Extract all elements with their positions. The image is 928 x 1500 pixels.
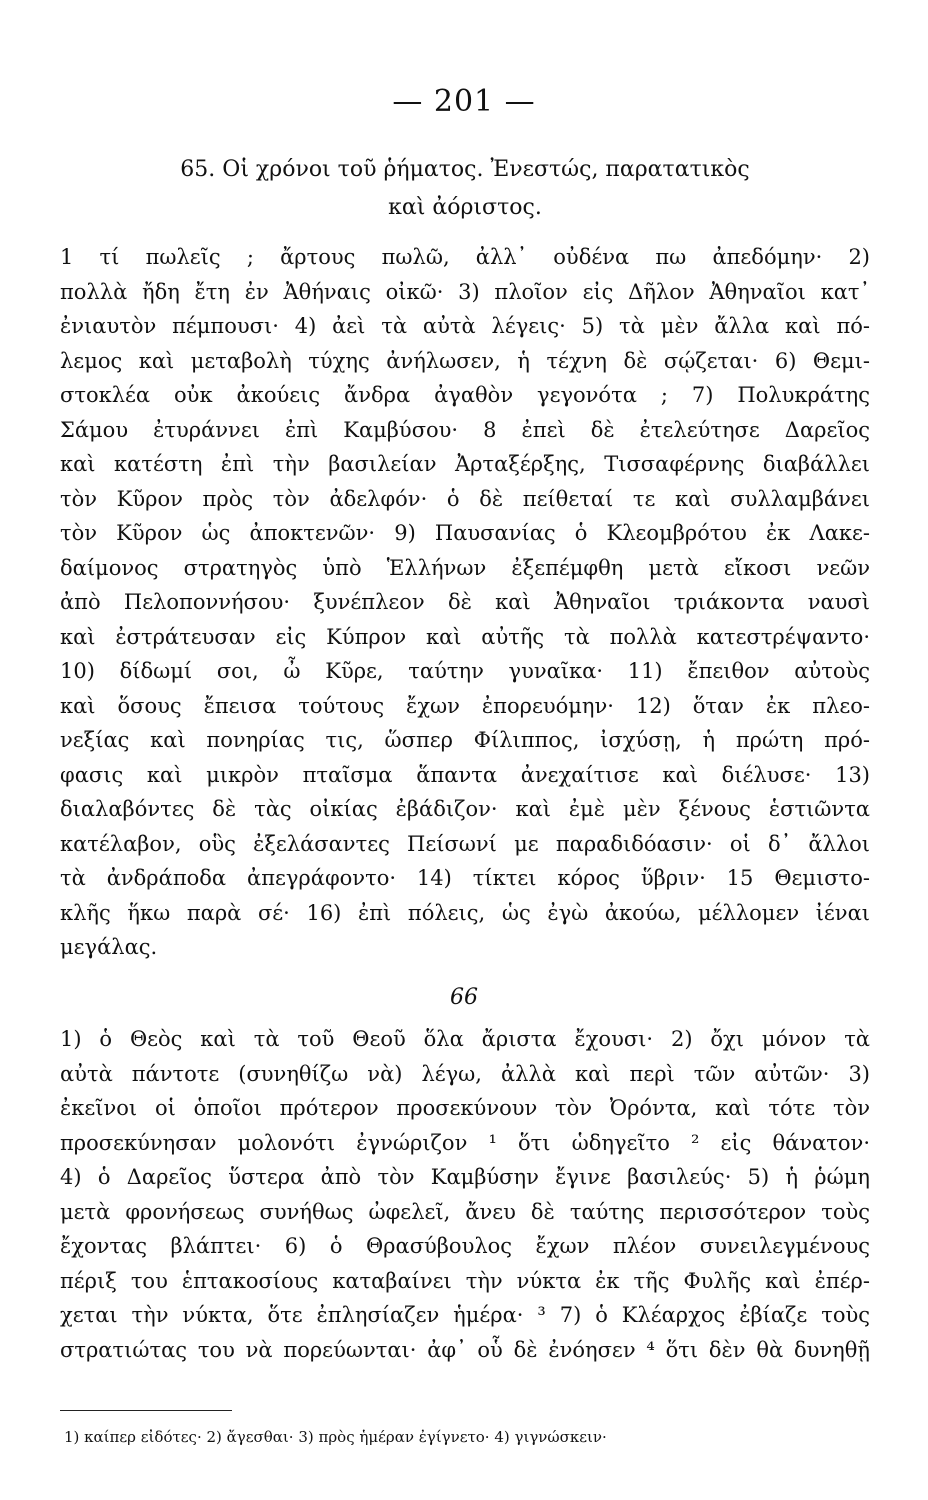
text-line: διαλαβόντες δὲ τὰς οἰκίας ἐβάδιζον· καὶ ἐμὲ μὲν ξένους ἑστιῶντα	[60, 797, 870, 821]
section-65-heading-line1: 65. Οἱ χρόνοι τοῦ ῥήματος. Ἐνεστώς, παρατατικὸς	[180, 157, 750, 182]
text-line: χεται τὴν νύκτα, ὅτε ἐπλησίαζεν ἡμέρα· ³ 7) ὁ Κλέαρχος ἐβίαζε τοὺς	[60, 1303, 870, 1327]
text-line: 4) ὁ Δαρεῖος ὕστερα ἀπὸ τὸν Καμβύσην ἔγινε βασιλεύς· 5) ἡ ῥώμη	[60, 1165, 870, 1189]
text-line: πέριξ του ἑπτακοσίους καταβαίνει τὴν νύκτα ἐκ τῆς Φυλῆς καὶ ἐπέρ-	[60, 1268, 870, 1293]
footnote-divider	[60, 1410, 232, 1411]
text-line: κατέλαβον, οὓς ἐξελάσαντες Πείσωνί με παραδιδόασιν· οἱ δ᾽ ἄλλοι	[60, 831, 870, 856]
section-65-heading-line2: καὶ ἀόριστος.	[388, 195, 542, 220]
text-line: δαίμονος στρατηγὸς ὑπὸ Ἑλλήνων ἐξεπέμφθη μετὰ εἴκοσι νεῶν	[60, 555, 870, 580]
text-line: τὸν Κῦρον πρὸς τὸν ἀδελφόν· ὁ δὲ πείθεταί τε καὶ συλλαμβάνει	[60, 486, 870, 511]
text-line: προσεκύνησαν μολονότι ἐγνώριζον ¹ ὅτι ὡδηγεῖτο ² εἰς θάνατον·	[60, 1130, 870, 1155]
section-65-heading-cont	[60, 188, 870, 228]
page-number: — 201 —	[392, 84, 536, 119]
text-line: πολλὰ ἤδη ἔτη ἐν Ἀθήναις οἰκῶ· 3) πλοῖον εἰς Δῆλον Ἀθηναῖοι κατ᾽	[60, 279, 870, 304]
text-line: μετὰ φρονήσεως συνήθως ὠφελεῖ, ἄνευ δὲ ταύτης περισσότερον τοὺς	[60, 1199, 870, 1224]
text-line: φασις καὶ μικρὸν πταῖσμα ἅπαντα ἀνεχαίτισε καὶ διέλυσε· 13)	[60, 762, 870, 787]
text-line: ἔχοντας βλάπτει· 6) ὁ Θρασύβουλος ἔχων πλέον συνειλεγμένους	[60, 1234, 870, 1258]
text-line: νεξίας καὶ πονηρίας τις, ὥσπερ Φίλιππος, ἰσχύσῃ, ἡ πρώτη πρό-	[60, 728, 870, 752]
section-66-body	[60, 1022, 870, 1367]
section-65-heading	[60, 150, 870, 190]
section-65-body	[60, 240, 870, 965]
text-line: ἐκεῖνοι οἱ ὁποῖοι πρότερον προσεκύνουν τὸν Ὀρόντα, καὶ τότε τὸν	[60, 1096, 870, 1120]
footnotes: 1) καίπερ εἰδότες· 2) ἄγεσθαι· 3) πρὸς ἡμέραν ἐγίγνετο· 4) γιγνώσκειν·	[64, 1428, 607, 1446]
text-line: Σάμου ἐτυράννει ἐπὶ Καμβύσου· 8 ἐπεὶ δὲ ἐτελεύτησε Δαρεῖος	[60, 417, 870, 442]
text-line: 1) ὁ Θεὸς καὶ τὰ τοῦ Θεοῦ ὅλα ἄριστα ἔχουσι· 2) ὄχι μόνον τὰ	[60, 1027, 870, 1051]
text-line: ἀπὸ Πελοποννήσου· ξυνέπλεον δὲ καὶ Ἀθηναῖοι τριάκοντα ναυσὶ	[60, 590, 870, 614]
text-line: καὶ ὅσους ἔπεισα τούτους ἔχων ἐπορευόμην· 12) ὅταν ἐκ πλεο-	[60, 693, 870, 718]
text-line: στοκλέα οὐκ ἀκούεις ἄνδρα ἀγαθὸν γεγονότα ; 7) Πολυκράτης	[60, 383, 870, 407]
text-line: κλῆς ἥκω παρὰ σέ· 16) ἐπὶ πόλεις, ὡς ἐγὼ ἀκούω, μέλλομεν ἰέναι	[60, 900, 870, 925]
text-line: ἐνιαυτὸν πέμπουσι· 4) ἀεὶ τὰ αὐτὰ λέγεις· 5) τὰ μὲν ἄλλα καὶ πό-	[60, 314, 870, 338]
text-line: στρατιώτας του νὰ πορεύωνται· ἀφ᾽ οὗ δὲ ἐνόησεν ⁴ ὅτι δὲν θὰ δυνηθῇ	[60, 1337, 870, 1362]
text-line: καὶ ἐστράτευσαν εἰς Κύπρον καὶ αὐτῆς τὰ πολλὰ κατεστρέψαντο·	[60, 624, 870, 649]
text-line: λεμος καὶ μεταβολὴ τύχης ἀνήλωσεν, ἡ τέχνη δὲ σῴζεται· 6) Θεμι-	[60, 348, 870, 373]
section-66-heading: 66	[450, 985, 478, 1010]
text-line: 1 τί πωλεῖς ; ἄρτους πωλῶ, ἀλλ᾽ οὐδένα πω ἀπεδόμην· 2)	[60, 245, 870, 269]
text-line: 10) δίδωμί σοι, ὦ Κῦρε, ταύτην γυναῖκα· 11) ἔπειθον αὐτοὺς	[60, 659, 870, 683]
text-line: καὶ κατέστη ἐπὶ τὴν βασιλείαν Ἀρταξέρξης, Τισσαφέρνης διαβάλλει	[60, 452, 870, 476]
text-line: τὰ ἀνδράποδα ἀπεγράφοντο· 14) τίκτει κόρος ὕβριν· 15 Θεμιστο-	[60, 866, 870, 890]
text-line: μεγάλας.	[60, 935, 158, 959]
text-line: τὸν Κῦρον ὡς ἀποκτενῶν· 9) Παυσανίας ὁ Κλεομβρότου ἐκ Λακε-	[60, 521, 870, 545]
text-line: αὐτὰ πάντοτε (συνηθίζω νὰ) λέγω, ἀλλὰ καὶ περὶ τῶν αὐτῶν· 3)	[60, 1061, 870, 1086]
